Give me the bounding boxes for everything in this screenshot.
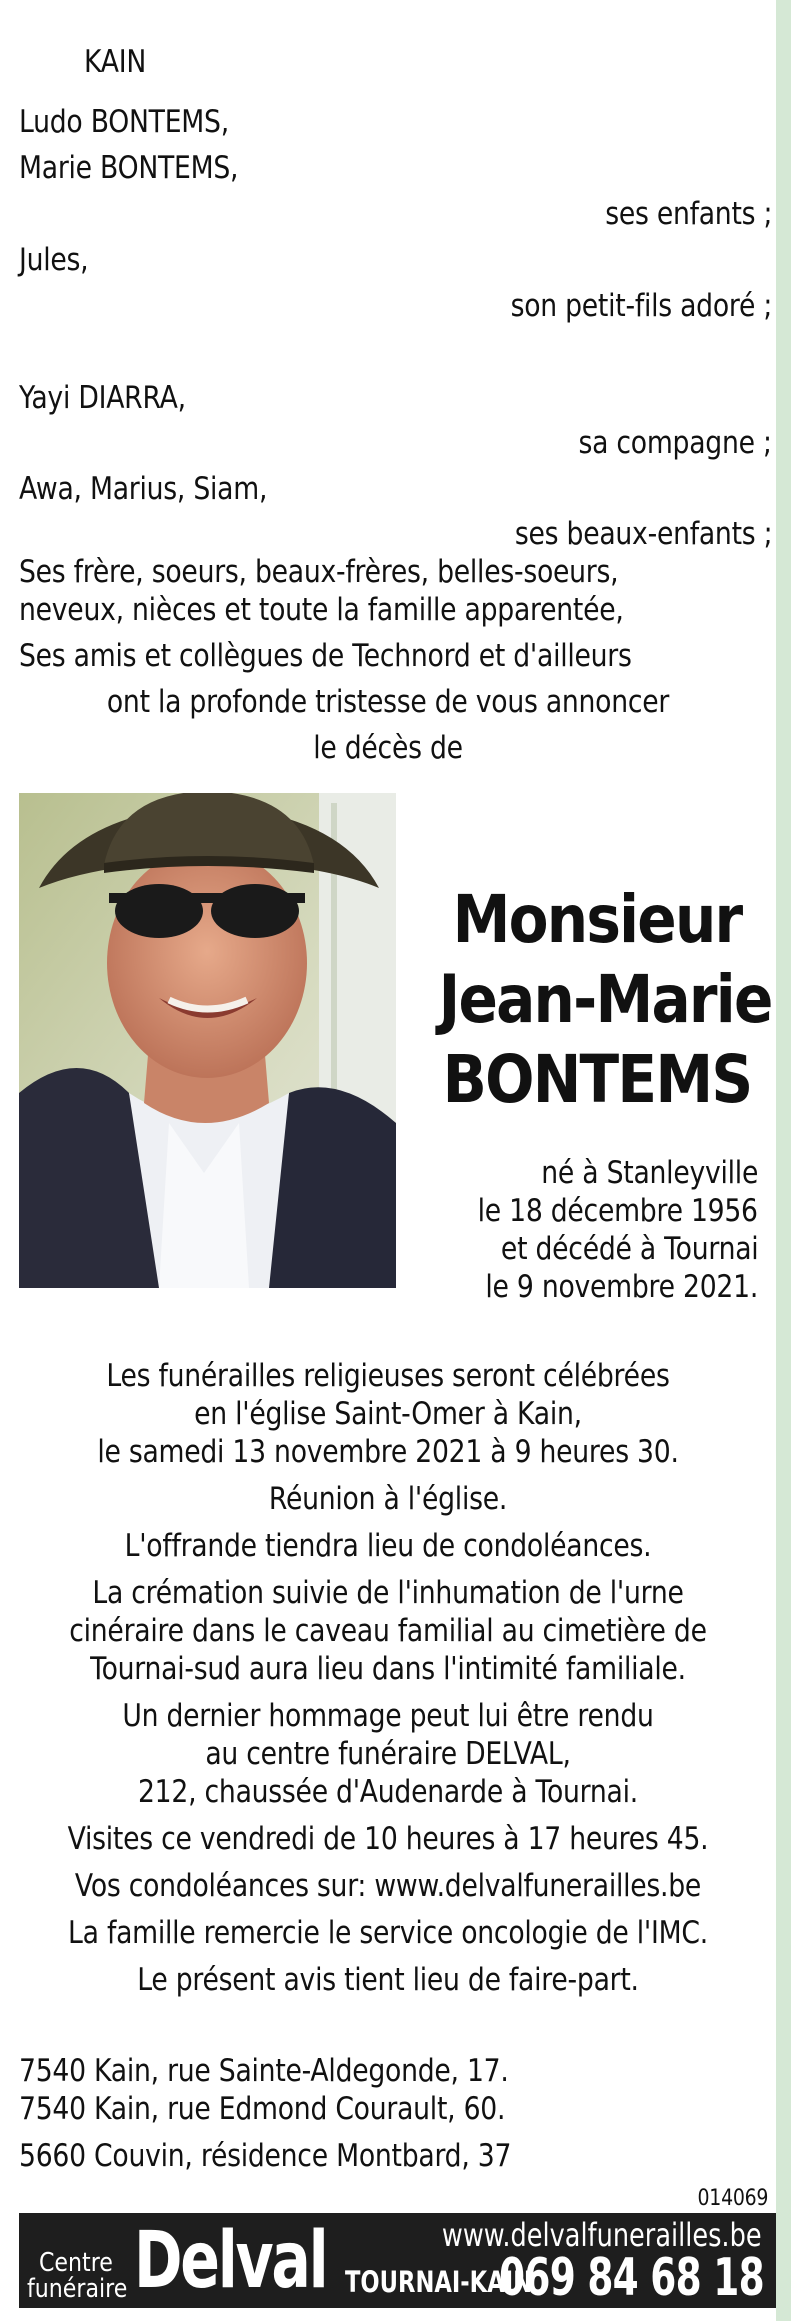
ceremony-line: Le présent avis tient lieu de faire-part.	[137, 1962, 639, 1998]
funeral-home-logo: Delval	[134, 2216, 327, 2306]
footer-label-2: funéraire	[27, 2274, 128, 2304]
address-2: 7540 Kain, rue Edmond Courault, 60.	[19, 2091, 506, 2127]
ceremony-line: Visites ce vendredi de 10 heures à 17 heures 45.	[67, 1821, 709, 1857]
side-rule	[776, 0, 791, 2321]
grandson-name: Jules,	[19, 242, 89, 278]
ceremony-line: La crémation suivie de l'inhumation de l'urne	[92, 1575, 684, 1611]
child-name-1: Ludo BONTEMS,	[19, 104, 229, 140]
footer-url: www.delvalfunerailles.be	[442, 2216, 762, 2254]
ceremony-line: Un dernier hommage peut lui être rendu	[122, 1698, 654, 1734]
children-role: ses enfants ;	[604, 196, 772, 232]
ceremony-line: au centre funéraire DELVAL,	[205, 1736, 571, 1772]
ceremony-line: La famille remercie le service oncologie de l'IMC.	[68, 1915, 708, 1951]
deceased-last-name: BONTEMS	[442, 1041, 752, 1118]
funeral-home-banner	[19, 2213, 776, 2308]
town-label: KAIN	[84, 44, 147, 80]
ceremony-line: Les funérailles religieuses seront célébrées	[106, 1358, 670, 1394]
relatives-line-1: Ses frère, soeurs, beaux-frères, belles-soeurs,	[19, 554, 619, 590]
address-3: 5660 Couvin, résidence Montbard, 37	[19, 2138, 512, 2174]
ceremony-line: Réunion à l'église.	[268, 1481, 508, 1517]
death-place: et décédé à Tournai	[500, 1231, 758, 1267]
deceased-title: Monsieur	[452, 881, 742, 958]
partner-name: Yayi DIARRA,	[19, 380, 186, 416]
address-1: 7540 Kain, rue Sainte-Aldegonde, 17.	[19, 2053, 509, 2089]
child-name-2: Marie BONTEMS,	[19, 150, 239, 186]
ceremony-line: en l'église Saint-Omer à Kain,	[194, 1396, 582, 1432]
stepchildren-names: Awa, Marius, Siam,	[19, 471, 268, 507]
partner-role: sa compagne ;	[578, 425, 772, 461]
condolences-url-line: Vos condoléances sur: www.delvalfunerailles.be	[74, 1868, 702, 1904]
footer-label-1: Centre	[39, 2248, 113, 2278]
ceremony-line: 212, chaussée d'Audenarde à Tournai.	[137, 1774, 639, 1810]
ceremony-line: Tournai-sud aura lieu dans l'intimité familiale.	[90, 1651, 686, 1687]
ceremony-line: cinéraire dans le caveau familial au cimetière de	[69, 1613, 707, 1649]
relatives-line-2: neveux, nièces et toute la famille apparentée,	[19, 592, 624, 628]
announce-line-2: le décès de	[313, 730, 463, 766]
announce-line-1: ont la profonde tristesse de vous annoncer	[106, 684, 670, 720]
reference-number: 014069	[697, 2186, 768, 2211]
deceased-photo	[19, 793, 396, 1288]
ceremony-line: le samedi 13 novembre 2021 à 9 heures 30.	[97, 1434, 679, 1470]
death-date: le 9 novembre 2021.	[485, 1269, 758, 1305]
deceased-first-name: Jean-Marie	[438, 961, 772, 1038]
friends-line: Ses amis et collègues de Technord et d'ailleurs	[19, 638, 632, 674]
grandson-role: son petit-fils adoré ;	[510, 288, 772, 324]
ceremony-line: L'offrande tiendra lieu de condoléances.	[124, 1528, 652, 1564]
birth-place: né à Stanleyville	[541, 1155, 758, 1191]
stepchildren-role: ses beaux-enfants ;	[514, 516, 772, 552]
footer-phone: 069 84 68 18	[499, 2248, 764, 2308]
birth-date: le 18 décembre 1956	[477, 1193, 758, 1229]
footer-city: TOURNAI-KAIN	[345, 2265, 533, 2299]
